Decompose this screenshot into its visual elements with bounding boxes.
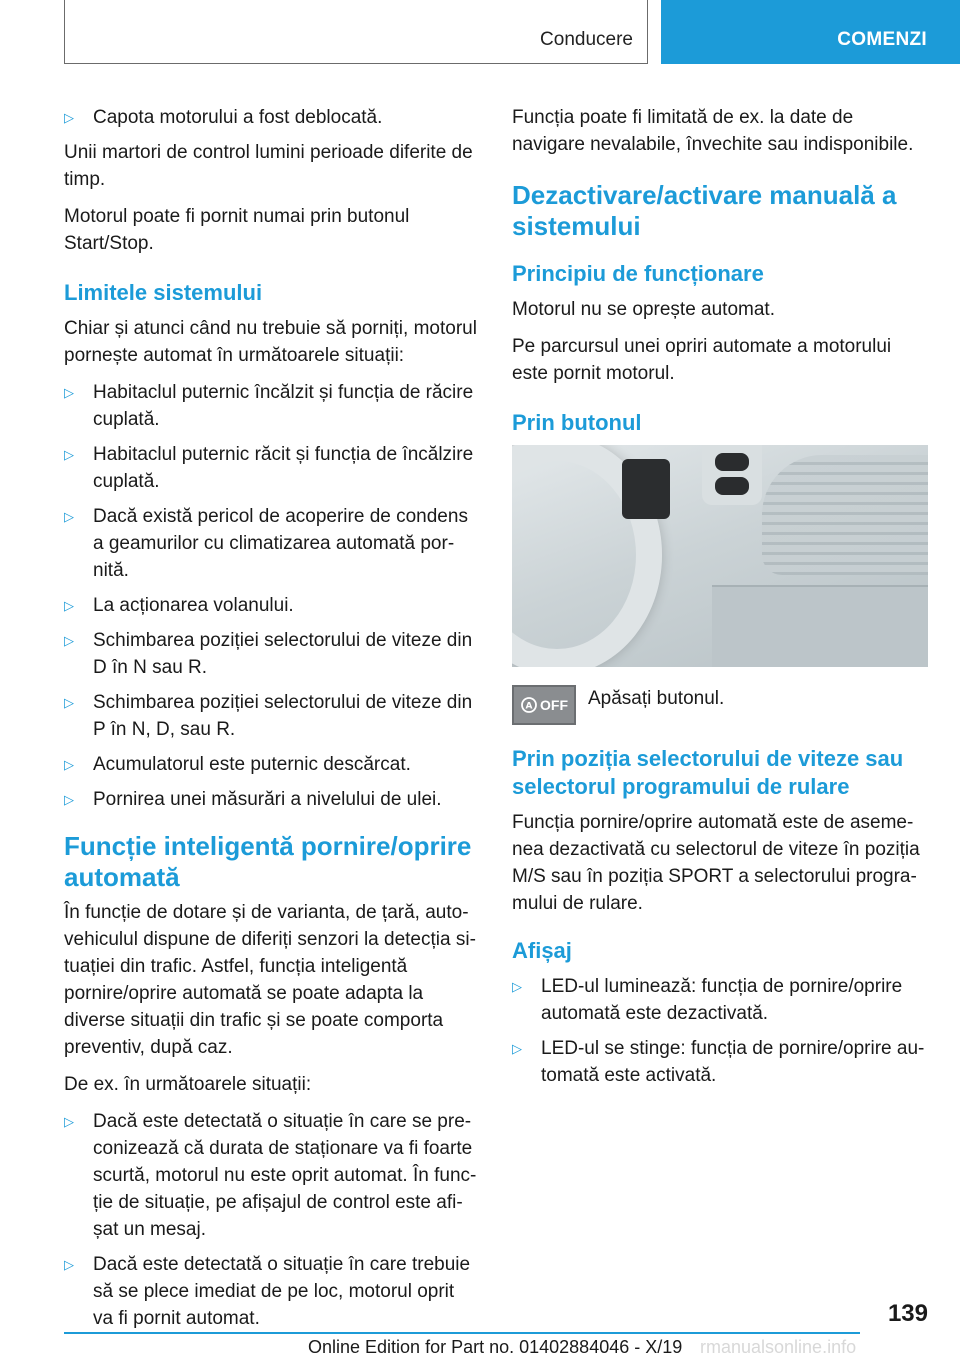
paragraph: Funcția pornire/oprire automată este de asemenea dezactivată cu selectorul de viteze în poziția M/S sau în poziția SPORT a selectorului programului de rulare.	[512, 812, 920, 914]
list-item: ▷ Dacă este detectată o situație în care se preconizează că durata de staționare va fi foarte scurtă, motorul nu este oprit automat. În funcție de situație, pe afișajul de control este afișat un mesaj.	[64, 1108, 478, 1243]
section-heading-limits: Limitele sistemului	[64, 280, 263, 305]
triangle-bullet-icon: ▷	[64, 110, 74, 125]
header-chapter-tab[interactable]	[661, 0, 960, 64]
list-item: ▷ La acționarea volanului.	[64, 592, 478, 619]
section-heading-manual-toggle: Dezactivare/activare manuală a sistemului	[512, 180, 897, 241]
list-item: ▷ Pornirea unei măsurări a nivelului de ulei.	[64, 786, 478, 813]
triangle-bullet-icon: ▷	[64, 1257, 74, 1272]
press-button-text: Apăsați butonul.	[588, 688, 725, 709]
section-heading-by-button: Prin butonul	[512, 410, 642, 435]
triangle-bullet-icon: ▷	[64, 509, 74, 524]
header-chapter-title: COMENZI	[837, 29, 927, 50]
smart-list	[64, 1108, 478, 1332]
header-section-title: Conducere	[540, 29, 633, 50]
dashboard-button-photo	[512, 445, 928, 667]
triangle-bullet-icon: ▷	[64, 792, 74, 807]
paragraph: Pe parcursul unei opriri automate a motorului este pornit motorul.	[512, 336, 892, 384]
list-item: ▷ Schimbarea poziției selectorului de viteze din P în N, D, sau R.	[64, 689, 478, 743]
paragraph: Motorul nu se oprește automat.	[512, 299, 775, 320]
left-column	[64, 104, 478, 1340]
page-number: 139	[887, 1300, 928, 1327]
list-item: ▷ Schimbarea poziției selectorului de viteze din D în N sau R.	[64, 627, 478, 681]
display-list	[512, 973, 930, 1089]
limits-list	[64, 379, 478, 813]
triangle-bullet-icon: ▷	[64, 385, 74, 400]
auto-start-stop-off-icon: A OFF	[512, 685, 576, 725]
triangle-bullet-icon: ▷	[64, 1114, 74, 1129]
list-item: ▷ Capota motorului a fost deblocată.	[64, 104, 478, 131]
triangle-bullet-icon: ▷	[64, 633, 74, 648]
paragraph: Motorul poate fi pornit numai prin butonul Start/Stop.	[64, 206, 410, 254]
header-section-box	[64, 0, 648, 64]
watermark: rmanualsonline.info	[700, 1337, 857, 1357]
section-heading-by-selector: Prin poziția selectorului de viteze sau selectorul programului de rulare	[512, 746, 904, 799]
list-item: ▷ Habitaclul puternic răcit și funcția de încălzire cuplată.	[64, 441, 478, 495]
triangle-bullet-icon: ▷	[64, 757, 74, 772]
triangle-bullet-icon: ▷	[512, 979, 522, 994]
list-item: ▷ Dacă există pericol de acoperire de condens a geamurilor cu climatizarea automată pornită.	[64, 503, 478, 584]
paragraph: De ex. în următoarele situații:	[64, 1074, 312, 1095]
paragraph: Unii martori de control lumini perioade diferite de timp.	[64, 142, 473, 190]
button-instruction	[512, 685, 930, 725]
paragraph: În funcție de dotare și de varianta, de țară, autovehiculul dispune de diferiți senzori la detecția situației din trafic. Astfel, funcția inteligentă pornire/oprire automată se poate adapta la diverse situații din trafic și se poate comporta preventiv, după caz.	[64, 902, 476, 1058]
section-heading-smart-start-stop: Funcție inteligentă pornire/oprire automată	[64, 831, 472, 892]
footer-divider	[64, 1332, 860, 1334]
paragraph: Chiar și atunci când nu trebuie să porniți, motorul pornește automat în următoarele situații:	[64, 318, 477, 366]
list-item: ▷ Acumulatorul este puternic descărcat.	[64, 751, 478, 778]
section-heading-principle: Principiu de funcționare	[512, 261, 764, 286]
paragraph: Funcția poate fi limitată de ex. la date de navigare nevalabile, învechite sau indisponibile.	[512, 107, 914, 155]
triangle-bullet-icon: ▷	[512, 1041, 522, 1056]
list-item: ▷ LED-ul luminează: funcția de pornire/oprire automată este dezactivată.	[512, 973, 930, 1027]
right-column	[512, 104, 930, 1097]
list-item: ▷ Dacă este detectată o situație în care trebuie să se plece imediat de pe loc, motorul oprit va fi pornit automat.	[64, 1251, 478, 1332]
triangle-bullet-icon: ▷	[64, 598, 74, 613]
triangle-bullet-icon: ▷	[64, 695, 74, 710]
svg-text:A: A	[525, 701, 533, 712]
list-item: ▷ Habitaclul puternic încălzit și funcția de răcire cuplată.	[64, 379, 478, 433]
footer-edition: Online Edition for Part no. 01402884046 - X/19	[308, 1337, 683, 1357]
hood-list	[64, 104, 478, 131]
triangle-bullet-icon: ▷	[64, 447, 74, 462]
section-heading-display: Afișaj	[512, 938, 572, 963]
list-item: ▷ LED-ul se stinge: funcția de pornire/oprire automată este activată.	[512, 1035, 930, 1089]
